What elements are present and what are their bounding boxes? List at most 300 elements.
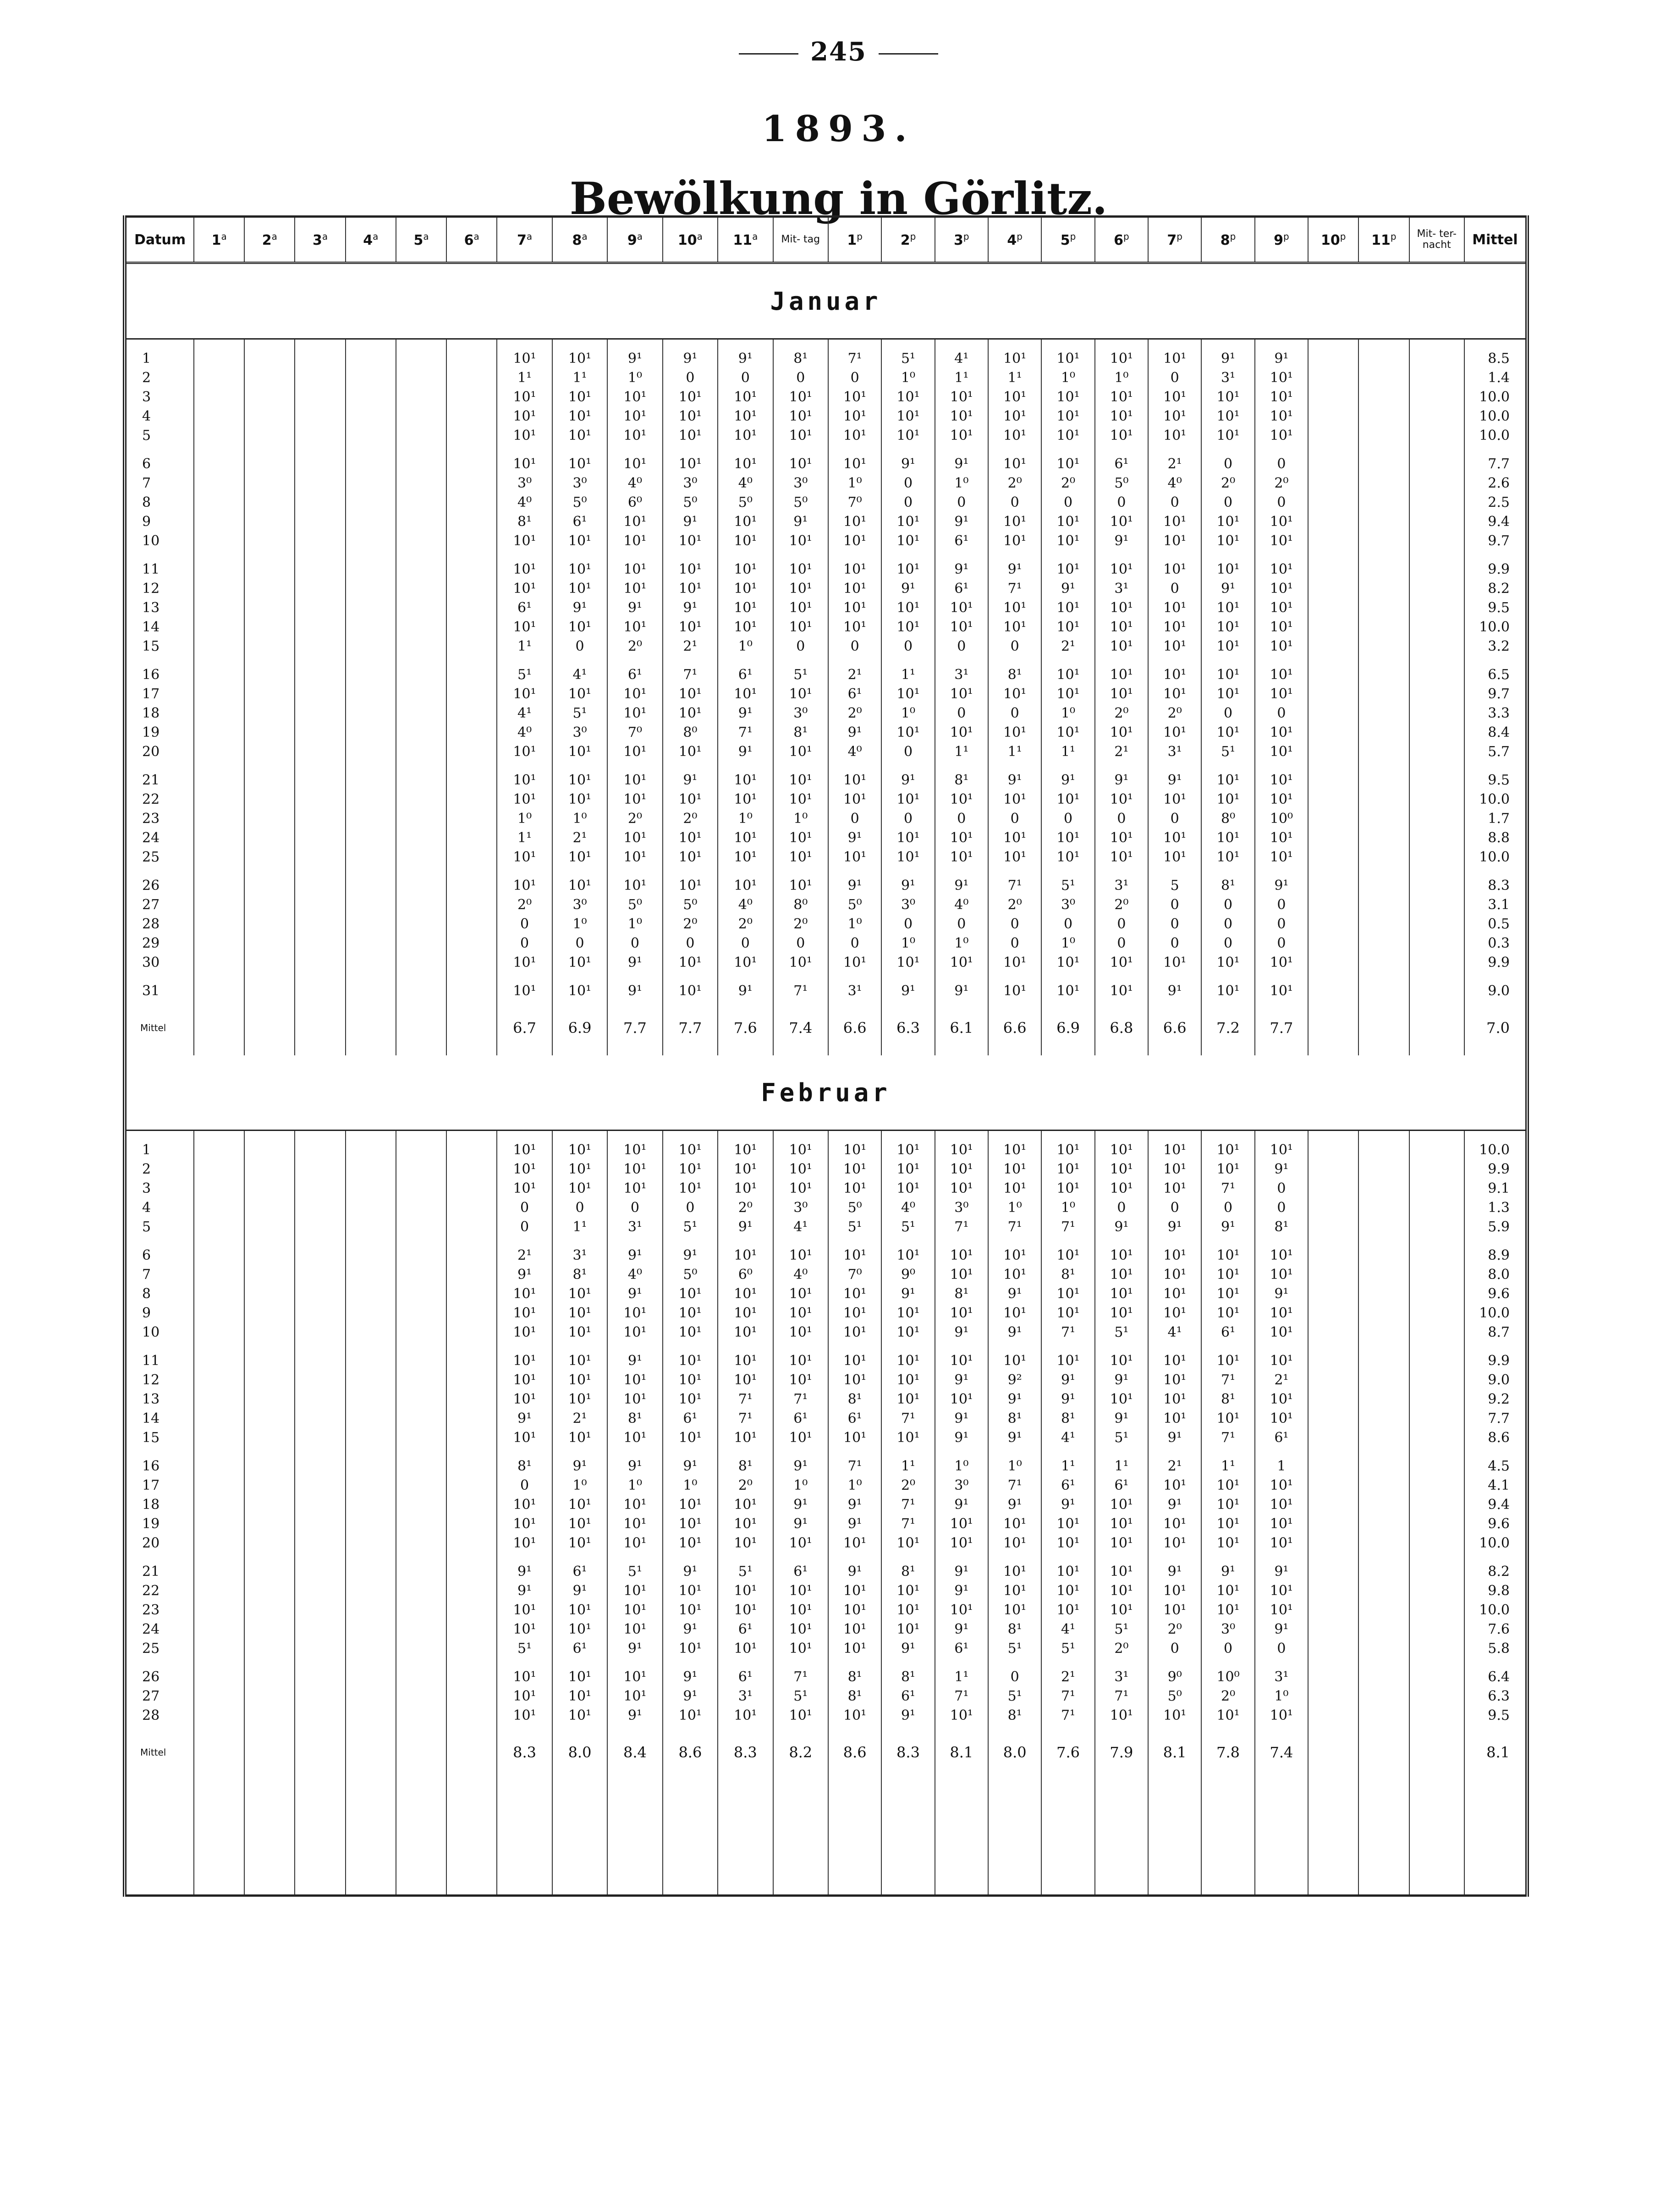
empty-cell bbox=[346, 1198, 396, 1217]
empty-cell bbox=[295, 426, 345, 445]
value-cell: 10¹ bbox=[1255, 426, 1308, 445]
mittel-value: 6.1 bbox=[935, 1000, 988, 1055]
value-cell: 10¹ bbox=[1201, 1303, 1254, 1323]
value-cell: 10¹ bbox=[552, 1370, 607, 1389]
table-row bbox=[125, 1639, 1527, 1658]
empty-cell bbox=[244, 1159, 295, 1179]
value-cell: 10¹ bbox=[1041, 598, 1094, 617]
empty-cell bbox=[194, 339, 244, 368]
value-cell: 8¹ bbox=[881, 1658, 935, 1686]
day-cell: 7 bbox=[125, 1265, 194, 1284]
value-cell: 10¹ bbox=[988, 1179, 1041, 1198]
value-cell: 10¹ bbox=[1255, 368, 1308, 387]
value-cell: 10¹ bbox=[1255, 550, 1308, 579]
value-cell: 10¹ bbox=[497, 1658, 552, 1686]
value-cell: 0 bbox=[881, 637, 935, 656]
empty-cell bbox=[497, 1780, 552, 1896]
value-cell: 2⁰ bbox=[988, 473, 1041, 493]
mean-cell: 8.4 bbox=[1464, 723, 1527, 742]
empty-cell bbox=[1358, 1514, 1409, 1533]
empty-cell bbox=[346, 1179, 396, 1198]
value-cell: 9¹ bbox=[607, 953, 662, 972]
value-cell: 2⁰ bbox=[773, 914, 828, 933]
value-cell: 1⁰ bbox=[881, 933, 935, 953]
value-cell: 10¹ bbox=[881, 1342, 935, 1370]
mittel-value: 6.6 bbox=[828, 1000, 881, 1055]
column-header: 2$^a$ bbox=[244, 217, 295, 263]
empty-cell bbox=[346, 761, 396, 790]
value-cell: 10¹ bbox=[718, 1600, 773, 1619]
empty-cell bbox=[295, 512, 345, 531]
table-row bbox=[125, 684, 1527, 703]
empty-cell bbox=[194, 1236, 244, 1265]
empty-cell bbox=[396, 1619, 446, 1639]
value-cell: 10¹ bbox=[497, 1284, 552, 1303]
empty-cell bbox=[295, 406, 345, 426]
value-cell: 3¹ bbox=[1255, 1658, 1308, 1686]
value-cell: 10¹ bbox=[1201, 426, 1254, 445]
empty-cell bbox=[396, 761, 446, 790]
empty-cell bbox=[295, 445, 345, 473]
value-cell: 10¹ bbox=[828, 1533, 881, 1553]
value-cell: 9¹ bbox=[607, 972, 662, 1000]
value-cell: 9¹ bbox=[1201, 339, 1254, 368]
value-cell: 8¹ bbox=[988, 1619, 1041, 1639]
empty-cell bbox=[1358, 1553, 1409, 1581]
empty-cell bbox=[346, 790, 396, 809]
value-cell: 0 bbox=[497, 933, 552, 953]
value-cell: 10¹ bbox=[552, 1284, 607, 1303]
table-row bbox=[125, 473, 1527, 493]
value-cell: 10¹ bbox=[718, 1284, 773, 1303]
empty-cell bbox=[1358, 473, 1409, 493]
empty-cell bbox=[346, 598, 396, 617]
value-cell: 10¹ bbox=[497, 1428, 552, 1447]
value-cell: 8⁰ bbox=[773, 895, 828, 914]
value-cell: 10¹ bbox=[1255, 742, 1308, 761]
value-cell: 10¹ bbox=[607, 550, 662, 579]
value-cell: 10¹ bbox=[552, 1389, 607, 1409]
empty-cell bbox=[295, 598, 345, 617]
value-cell: 10¹ bbox=[497, 339, 552, 368]
empty-cell bbox=[396, 473, 446, 493]
value-cell: 5¹ bbox=[1095, 1323, 1148, 1342]
empty-cell bbox=[396, 387, 446, 406]
table-row bbox=[125, 493, 1527, 512]
value-cell: 10¹ bbox=[1255, 1236, 1308, 1265]
empty-cell bbox=[346, 1686, 396, 1706]
value-cell: 4¹ bbox=[1041, 1619, 1094, 1639]
value-cell: 2⁰ bbox=[881, 1476, 935, 1495]
empty-cell bbox=[244, 1179, 295, 1198]
value-cell: 10¹ bbox=[773, 742, 828, 761]
empty-cell bbox=[396, 426, 446, 445]
empty-cell bbox=[396, 1179, 446, 1198]
value-cell: 10¹ bbox=[663, 1428, 718, 1447]
value-cell: 9¹ bbox=[497, 1581, 552, 1600]
empty-cell bbox=[446, 406, 497, 426]
empty-cell bbox=[346, 531, 396, 550]
value-cell: 10¹ bbox=[1148, 1706, 1201, 1725]
value-cell: 5¹ bbox=[1041, 1639, 1094, 1658]
empty-cell bbox=[1409, 1131, 1464, 1160]
empty-cell bbox=[446, 339, 497, 368]
empty-cell bbox=[1358, 1217, 1409, 1236]
value-cell: 5¹ bbox=[988, 1639, 1041, 1658]
value-cell: 7¹ bbox=[1041, 1706, 1094, 1725]
empty-cell bbox=[346, 1658, 396, 1686]
value-cell: 10¹ bbox=[552, 387, 607, 406]
empty-cell bbox=[244, 512, 295, 531]
table-row bbox=[125, 1409, 1527, 1428]
empty-cell bbox=[346, 579, 396, 598]
empty-cell bbox=[346, 1514, 396, 1533]
value-cell: 2¹ bbox=[828, 656, 881, 684]
value-cell: 0 bbox=[552, 1198, 607, 1217]
column-header: 4$^a$ bbox=[346, 217, 396, 263]
empty-cell bbox=[396, 1236, 446, 1265]
value-cell: 9¹ bbox=[935, 1495, 988, 1514]
empty-cell bbox=[1308, 426, 1358, 445]
day-cell: 18 bbox=[125, 703, 194, 723]
empty-cell bbox=[194, 933, 244, 953]
table-row bbox=[125, 1553, 1527, 1581]
value-cell: 10¹ bbox=[988, 1600, 1041, 1619]
value-cell: 1⁰ bbox=[497, 809, 552, 828]
empty-cell bbox=[346, 1447, 396, 1476]
value-cell: 9¹ bbox=[881, 1284, 935, 1303]
value-cell: 10¹ bbox=[718, 1236, 773, 1265]
value-cell: 0 bbox=[1148, 1198, 1201, 1217]
value-cell: 10¹ bbox=[773, 953, 828, 972]
empty-cell bbox=[446, 1658, 497, 1686]
empty-cell bbox=[1308, 339, 1358, 368]
mean-cell: 4.5 bbox=[1464, 1447, 1527, 1476]
mean-cell: 10.0 bbox=[1464, 1600, 1527, 1619]
empty-cell bbox=[295, 1533, 345, 1553]
empty-cell bbox=[295, 1514, 345, 1533]
empty-cell bbox=[194, 637, 244, 656]
empty-cell bbox=[396, 1217, 446, 1236]
value-cell: 3⁰ bbox=[497, 473, 552, 493]
value-cell: 4⁰ bbox=[1148, 473, 1201, 493]
value-cell: 10¹ bbox=[718, 828, 773, 847]
empty-cell bbox=[244, 1342, 295, 1370]
empty-cell bbox=[396, 953, 446, 972]
empty-cell bbox=[1409, 742, 1464, 761]
value-cell: 10¹ bbox=[1201, 1533, 1254, 1553]
empty-cell bbox=[244, 1217, 295, 1236]
value-cell: 10¹ bbox=[1148, 1179, 1201, 1198]
empty-cell bbox=[446, 933, 497, 953]
value-cell: 10¹ bbox=[1041, 387, 1094, 406]
value-cell: 2⁰ bbox=[663, 914, 718, 933]
value-cell: 3⁰ bbox=[552, 473, 607, 493]
value-cell: 10¹ bbox=[1148, 1514, 1201, 1533]
empty-cell bbox=[1358, 703, 1409, 723]
empty-cell bbox=[244, 406, 295, 426]
empty-cell bbox=[1358, 1600, 1409, 1619]
empty-cell bbox=[346, 1725, 396, 1780]
empty-cell bbox=[446, 579, 497, 598]
empty-cell bbox=[244, 1581, 295, 1600]
mittel-value: 6.7 bbox=[497, 1000, 552, 1055]
value-cell: 5¹ bbox=[607, 1553, 662, 1581]
mittel-value: 6.9 bbox=[552, 1000, 607, 1055]
value-cell: 9¹ bbox=[935, 550, 988, 579]
value-cell: 10¹ bbox=[663, 406, 718, 426]
empty-cell bbox=[1358, 1476, 1409, 1495]
empty-cell bbox=[1409, 1323, 1464, 1342]
empty-cell bbox=[346, 867, 396, 895]
value-cell: 5⁰ bbox=[607, 895, 662, 914]
empty-cell bbox=[295, 1265, 345, 1284]
empty-cell bbox=[446, 598, 497, 617]
value-cell: 10¹ bbox=[988, 617, 1041, 637]
value-cell: 10¹ bbox=[1148, 790, 1201, 809]
empty-cell bbox=[295, 1409, 345, 1428]
value-cell: 2⁰ bbox=[1255, 473, 1308, 493]
empty-cell bbox=[295, 1303, 345, 1323]
value-cell: 3⁰ bbox=[552, 723, 607, 742]
value-cell: 1⁰ bbox=[552, 1476, 607, 1495]
column-header: 9$^p$ bbox=[1255, 217, 1308, 263]
value-cell: 0 bbox=[988, 809, 1041, 828]
empty-cell bbox=[244, 1370, 295, 1389]
value-cell: 10¹ bbox=[988, 1236, 1041, 1265]
value-cell: 10¹ bbox=[988, 512, 1041, 531]
value-cell: 10¹ bbox=[828, 1370, 881, 1389]
empty-cell bbox=[1358, 387, 1409, 406]
table-row bbox=[125, 1265, 1527, 1284]
value-cell: 10¹ bbox=[497, 1533, 552, 1553]
mean-cell: 1.4 bbox=[1464, 368, 1527, 387]
value-cell: 10¹ bbox=[497, 617, 552, 637]
value-cell: 10¹ bbox=[1148, 1389, 1201, 1409]
value-cell: 9¹ bbox=[881, 972, 935, 1000]
empty-cell bbox=[194, 684, 244, 703]
value-cell: 10¹ bbox=[552, 1323, 607, 1342]
value-cell: 10¹ bbox=[1255, 1581, 1308, 1600]
value-cell: 10¹ bbox=[935, 1533, 988, 1553]
empty-cell bbox=[1409, 1179, 1464, 1198]
empty-cell bbox=[194, 1476, 244, 1495]
mittel-value: 7.9 bbox=[1095, 1725, 1148, 1780]
value-cell: 9¹ bbox=[988, 761, 1041, 790]
empty-cell bbox=[1308, 617, 1358, 637]
mittel-label: Mittel bbox=[125, 1725, 194, 1780]
value-cell: 10¹ bbox=[497, 1323, 552, 1342]
empty-cell bbox=[244, 1706, 295, 1725]
empty-cell bbox=[346, 1303, 396, 1323]
value-cell: 9¹ bbox=[1041, 1495, 1094, 1514]
value-cell: 4⁰ bbox=[773, 1265, 828, 1284]
empty-cell bbox=[194, 1370, 244, 1389]
value-cell: 10¹ bbox=[718, 426, 773, 445]
empty-cell bbox=[396, 617, 446, 637]
empty-cell bbox=[194, 847, 244, 867]
value-cell: 0 bbox=[988, 933, 1041, 953]
value-cell: 10¹ bbox=[1148, 550, 1201, 579]
value-cell: 10¹ bbox=[1148, 1265, 1201, 1284]
empty-cell bbox=[194, 1179, 244, 1198]
mean-cell: 9.7 bbox=[1464, 684, 1527, 703]
value-cell: 0 bbox=[1148, 809, 1201, 828]
column-header: 1$^a$ bbox=[194, 217, 244, 263]
empty-cell bbox=[396, 406, 446, 426]
value-cell: 3⁰ bbox=[935, 1198, 988, 1217]
value-cell: 10¹ bbox=[828, 1428, 881, 1447]
value-cell: 10¹ bbox=[718, 1179, 773, 1198]
value-cell: 10¹ bbox=[1148, 1342, 1201, 1370]
table-row bbox=[125, 617, 1527, 637]
table-row bbox=[125, 933, 1527, 953]
table-row bbox=[125, 1514, 1527, 1533]
value-cell: 0 bbox=[1041, 493, 1094, 512]
value-cell: 9¹ bbox=[552, 598, 607, 617]
empty-cell bbox=[1409, 972, 1464, 1000]
value-cell: 7¹ bbox=[988, 579, 1041, 598]
empty-cell bbox=[1409, 914, 1464, 933]
value-cell: 10¹ bbox=[988, 953, 1041, 972]
empty-cell bbox=[1358, 1581, 1409, 1600]
value-cell: 9¹ bbox=[935, 867, 988, 895]
empty-cell bbox=[446, 1198, 497, 1217]
value-cell: 0 bbox=[1095, 933, 1148, 953]
day-cell: 30 bbox=[125, 953, 194, 972]
value-cell: 10¹ bbox=[881, 1619, 935, 1639]
value-cell: 0 bbox=[1255, 1639, 1308, 1658]
empty-cell bbox=[773, 1780, 828, 1896]
value-cell: 4¹ bbox=[935, 339, 988, 368]
value-cell: 10¹ bbox=[881, 1370, 935, 1389]
day-cell: 19 bbox=[125, 723, 194, 742]
empty-cell bbox=[194, 1725, 244, 1780]
value-cell: 10¹ bbox=[828, 387, 881, 406]
value-cell: 9¹ bbox=[881, 579, 935, 598]
value-cell: 9¹ bbox=[881, 867, 935, 895]
empty-cell bbox=[244, 972, 295, 1000]
year-heading: 1893. bbox=[762, 108, 915, 150]
value-cell: 3⁰ bbox=[552, 895, 607, 914]
day-cell: 27 bbox=[125, 1686, 194, 1706]
empty-cell bbox=[396, 1409, 446, 1428]
value-cell: 0 bbox=[552, 637, 607, 656]
value-cell: 1⁰ bbox=[828, 914, 881, 933]
value-cell: 10¹ bbox=[828, 531, 881, 550]
empty-cell bbox=[346, 1476, 396, 1495]
value-cell: 10¹ bbox=[718, 512, 773, 531]
empty-cell bbox=[1308, 1447, 1358, 1476]
empty-cell bbox=[446, 790, 497, 809]
empty-cell bbox=[396, 847, 446, 867]
day-cell: 17 bbox=[125, 1476, 194, 1495]
mittel-value: 6.3 bbox=[881, 1000, 935, 1055]
empty-cell bbox=[446, 1639, 497, 1658]
value-cell: 10¹ bbox=[1095, 598, 1148, 617]
empty-cell bbox=[446, 473, 497, 493]
value-cell: 1⁰ bbox=[1041, 703, 1094, 723]
day-cell: 5 bbox=[125, 1217, 194, 1236]
value-cell: 2¹ bbox=[1041, 637, 1094, 656]
value-cell: 7¹ bbox=[663, 656, 718, 684]
empty-cell bbox=[244, 723, 295, 742]
empty-cell bbox=[1358, 933, 1409, 953]
value-cell: 10¹ bbox=[1255, 1131, 1308, 1160]
value-cell: 5⁰ bbox=[552, 493, 607, 512]
day-cell: 17 bbox=[125, 684, 194, 703]
empty-cell bbox=[1409, 531, 1464, 550]
empty-cell bbox=[346, 1265, 396, 1284]
mean-cell: 9.6 bbox=[1464, 1284, 1527, 1303]
value-cell: 10¹ bbox=[497, 684, 552, 703]
day-cell: 14 bbox=[125, 1409, 194, 1428]
value-cell: 9¹ bbox=[607, 1342, 662, 1370]
day-cell: 31 bbox=[125, 972, 194, 1000]
empty-cell bbox=[244, 1198, 295, 1217]
value-cell: 10¹ bbox=[828, 1131, 881, 1160]
value-cell: 10¹ bbox=[988, 684, 1041, 703]
empty-cell bbox=[244, 445, 295, 473]
day-cell: 22 bbox=[125, 1581, 194, 1600]
mittel-value: 8.2 bbox=[773, 1725, 828, 1780]
value-cell: 10¹ bbox=[1041, 790, 1094, 809]
value-cell: 10¹ bbox=[935, 847, 988, 867]
value-cell: 3¹ bbox=[552, 1236, 607, 1265]
table-row bbox=[125, 598, 1527, 617]
value-cell: 10¹ bbox=[773, 1619, 828, 1639]
empty-cell bbox=[1409, 1706, 1464, 1725]
value-cell: 9¹ bbox=[663, 512, 718, 531]
value-cell: 10¹ bbox=[1255, 1476, 1308, 1495]
empty-cell bbox=[396, 493, 446, 512]
empty-cell bbox=[1308, 579, 1358, 598]
empty-cell bbox=[194, 953, 244, 972]
empty-cell bbox=[396, 368, 446, 387]
value-cell: 10¹ bbox=[718, 1131, 773, 1160]
value-cell: 9¹ bbox=[881, 761, 935, 790]
value-cell: 10¹ bbox=[1255, 1706, 1308, 1725]
value-cell: 10¹ bbox=[773, 828, 828, 847]
value-cell: 7¹ bbox=[881, 1514, 935, 1533]
value-cell: 0 bbox=[1148, 1639, 1201, 1658]
table-row bbox=[125, 1370, 1527, 1389]
empty-cell bbox=[396, 1198, 446, 1217]
value-cell: 10¹ bbox=[607, 406, 662, 426]
empty-cell bbox=[346, 1495, 396, 1514]
empty-cell bbox=[194, 761, 244, 790]
value-cell: 10¹ bbox=[663, 1706, 718, 1725]
value-cell: 10¹ bbox=[988, 1303, 1041, 1323]
value-cell: 1¹ bbox=[881, 656, 935, 684]
value-cell: 2¹ bbox=[497, 1236, 552, 1265]
value-cell: 10¹ bbox=[1201, 1495, 1254, 1514]
empty-cell bbox=[1358, 895, 1409, 914]
value-cell: 9¹ bbox=[773, 512, 828, 531]
value-cell: 10¹ bbox=[881, 1236, 935, 1265]
empty-cell bbox=[446, 1533, 497, 1553]
value-cell: 10¹ bbox=[663, 1600, 718, 1619]
filler-row bbox=[125, 1780, 1527, 1896]
value-cell: 1⁰ bbox=[881, 368, 935, 387]
empty-cell bbox=[1409, 1780, 1464, 1896]
empty-cell bbox=[446, 1370, 497, 1389]
day-cell: 6 bbox=[125, 445, 194, 473]
empty-cell bbox=[1308, 1428, 1358, 1447]
empty-cell bbox=[194, 790, 244, 809]
empty-cell bbox=[446, 972, 497, 1000]
empty-cell bbox=[346, 426, 396, 445]
